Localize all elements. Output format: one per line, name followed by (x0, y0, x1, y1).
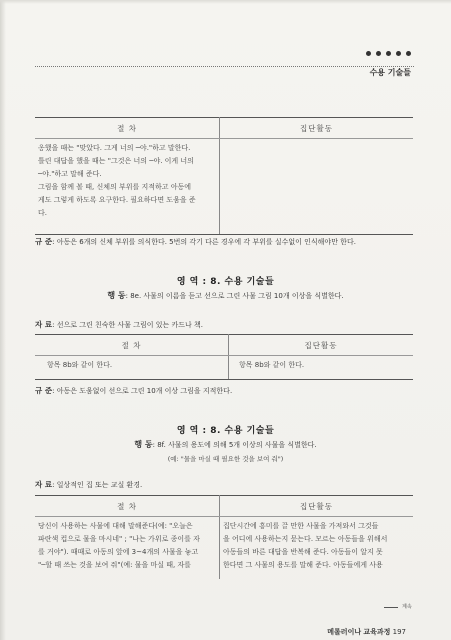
criteria-text: : 아동은 6개의 신체 부위를 의식한다. 5번의 각기 다른 경우에 각 부위를 실수없이 인식해야만 한다. (52, 238, 356, 246)
behavior-text: : 8f. 사물의 용도에 의해 5개 이상의 사물을 식별한다. (152, 441, 317, 449)
criteria-2 (35, 386, 415, 396)
header-rule (35, 66, 414, 67)
group-activity-cell: 항목 8b와 같이 한다. (229, 356, 414, 380)
procedure-table-1 (35, 117, 413, 235)
criteria-text: : 아동은 도움없이 선으로 그린 10개 이상 그림을 지적한다. (52, 387, 233, 395)
running-header: 수용 기술들 (369, 68, 411, 77)
criteria-label: 규 준 (35, 386, 53, 395)
material-2 (35, 479, 415, 490)
material-label: 자 료 (35, 480, 53, 489)
material-text: : 일상적인 집 또는 교실 환경. (52, 481, 143, 489)
procedure-table-3 (35, 495, 413, 579)
header-dot (386, 51, 391, 56)
footer-book-name: 메롤러이나 (327, 628, 362, 636)
binding-shadow (0, 0, 6, 640)
footer-title: 교육과정 (363, 628, 391, 636)
behavior-example: (예: "물을 마실 때 필요한 것을 보여 줘") (167, 455, 284, 463)
behavior-label: 행 동 (134, 440, 153, 449)
header-dot (406, 51, 411, 56)
behavior-1 (0, 290, 451, 301)
header-dots (366, 51, 411, 56)
column-header-procedure: 절 차 (35, 118, 220, 139)
procedure-cell: 항목 8b와 같이 한다. (35, 356, 229, 380)
procedure-table-2 (35, 334, 413, 380)
criteria-1 (35, 237, 415, 247)
criteria-label: 규 준 (35, 237, 53, 246)
group-activity-cell: 집단시간에 흥미를 끌 만한 사물을 가져와서 그것들 을 어디에 사용하는지 묻는다. 모르는 아동들을 위해서 아동들의 바른 대답을 반복해 준다. 아동들이 알지 못 한다면 그 사물의 용도를 말해 준다. 아동들에게 사용 (223, 522, 388, 569)
page-number: 197 (392, 628, 406, 636)
section-title-2: 영 역 : 8. 수용 기술들 (176, 426, 275, 436)
section-title-1: 영 역 : 8. 수용 기술들 (176, 277, 275, 287)
header-dot (376, 51, 381, 56)
material-text: : 선으로 그린 친숙한 사물 그림이 있는 카드나 책. (52, 321, 203, 329)
group-activity-cell (220, 139, 414, 235)
procedure-cell: 당신이 사용하는 사물에 대해 말해준다(예: "오늘은 파란색 컵으로 물을 마시네" ; "나는 가위로 종이를 자 를 거야"). 때때로 아동의 앞에 3~4개의 사물을 놓고 "─할 때 쓰는 것을 보여 줘"(예: 물을 마실 때, 자를 (35, 517, 220, 579)
material-label: 자 료 (35, 320, 53, 329)
column-header-procedure: 절 차 (35, 335, 229, 356)
header-dot (396, 51, 401, 56)
behavior-label: 행 동 (107, 291, 126, 300)
continued-marker: 계속 (402, 604, 412, 610)
page-footer (327, 627, 406, 637)
procedure-cell: 옹했을 때는 "맞았다. 그게 너의 ─야."하고 말한다. 틀린 대답을 했을 때는 "그것은 너의 ─야. 이게 너의 ─야."하고 말해 준다. 그림을 함께 볼 때, 신체의 부위를 지적하고 아동에 게도 그렇게 하도록 요구한다. 필요하다면 도움을 준 다. (35, 139, 220, 235)
column-header-group: 집단활동 (220, 496, 414, 517)
column-header-group: 집단활동 (220, 118, 414, 139)
header-dot (366, 51, 371, 56)
material-1 (35, 319, 415, 330)
column-header-procedure: 절 차 (35, 496, 220, 517)
top-shadow (0, 0, 451, 4)
continued-rule (384, 607, 398, 608)
behavior-text: : 8e. 사물의 이름을 듣고 선으로 그린 사물 그림 10개 이상을 식별한다. (125, 292, 344, 300)
column-header-group: 집단활동 (229, 335, 414, 356)
behavior-2 (0, 439, 451, 450)
